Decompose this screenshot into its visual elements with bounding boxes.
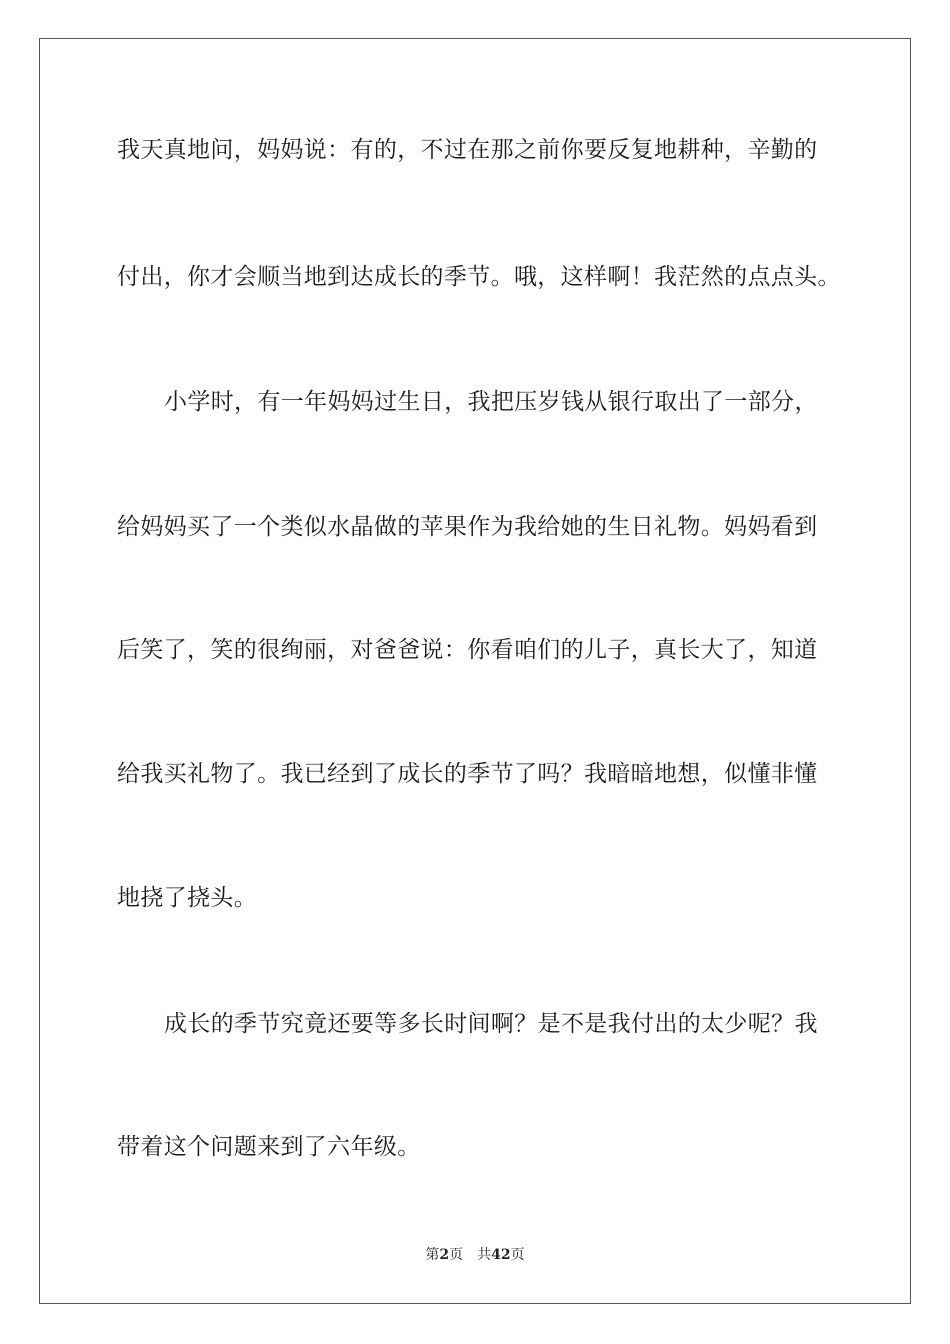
page-total: 42: [491, 1247, 511, 1263]
text-line-7: 地挠了挠头。: [117, 885, 258, 911]
total-prefix: 共: [477, 1247, 492, 1263]
page-current: 2: [439, 1247, 450, 1263]
page-prefix: 第: [425, 1247, 440, 1263]
text-line-9: 带着这个问题来到了六年级。: [117, 1134, 421, 1160]
total-suffix: 页: [510, 1247, 525, 1263]
text-line-5: 后笑了，笑的很绚丽，对爸爸说：你看咱们的儿子，真长大了，知道: [117, 637, 818, 663]
page-footer: [0, 1246, 950, 1264]
text-line-1: 我天真地问，妈妈说：有的，不过在那之前你要反复地耕种，辛勤的: [117, 137, 818, 163]
page-border: [39, 38, 911, 1304]
text-line-3: 小学时，有一年妈妈过生日，我把压岁钱从银行取出了一部分，: [164, 389, 818, 415]
text-line-8: 成长的季节究竟还要等多长时间啊？是不是我付出的太少呢？我: [164, 1011, 818, 1037]
text-line-4: 给妈妈买了一个类似水晶做的苹果作为我给她的生日礼物。妈妈看到: [117, 514, 818, 540]
text-line-6: 给我买礼物了。我已经到了成长的季节了吗？我暗暗地想，似懂非懂: [117, 761, 818, 787]
page-suffix: 页: [449, 1247, 464, 1263]
text-line-2: 付出，你才会顺当地到达成长的季节。哦，这样啊！我茫然的点点头。: [117, 264, 841, 290]
